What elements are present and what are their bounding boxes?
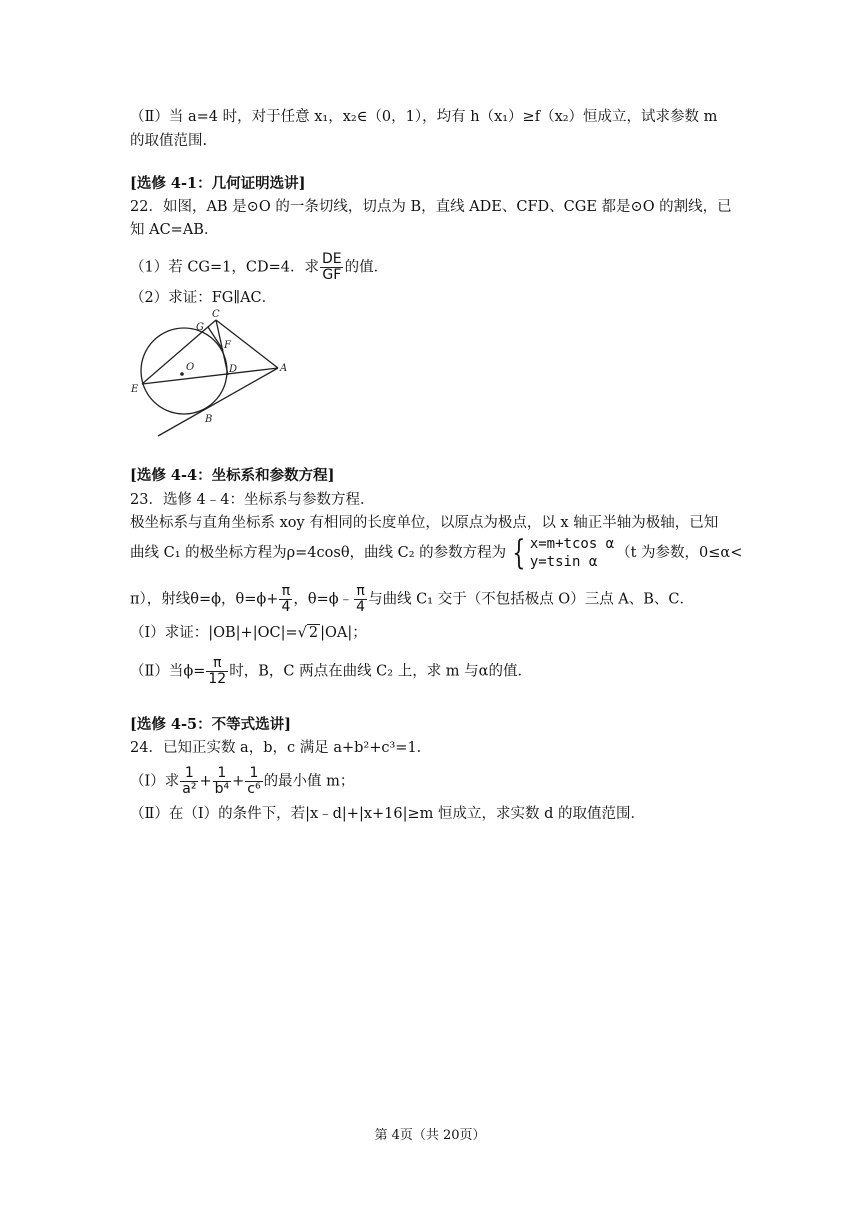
center-point [180,372,184,376]
page-footer: 第 4页（共 20页） [374,1128,486,1143]
fraction-1-b4 [213,766,232,797]
q23-part2-suffix: 时，B，C 两点在曲线 C₂ 上，求 m 与α的值． [229,663,532,680]
frac-num: π [356,583,365,599]
frac-den: 4 [281,599,291,615]
q24-part1 [130,766,354,797]
q23-part1-prefix: （I）求证： [130,625,209,641]
q22-part1 [130,252,388,283]
line-ea [142,368,278,384]
q22-line2: 知 AC=AB． [130,222,219,238]
q23-line3 [130,535,742,571]
q24-part1-suffix: 的最小值 m； [263,773,355,790]
plus-sign: + [232,773,245,790]
fraction-1-c6 [245,766,262,797]
sqrt-symbol: √ [297,625,307,641]
line-gf [208,327,223,350]
q24-part1-prefix: （Ⅰ）求 [130,773,180,790]
frac-num: π [281,583,291,599]
line-ab-tangent [158,368,278,436]
q23-part2-prefix: （Ⅱ）当ϕ= [130,663,206,680]
frac-num: DE [321,251,342,267]
section-header-4-5: [选修 4-5：不等式选讲] [130,716,291,733]
q24-line1: 24．已知正实数 a，b，c 满足 a+b²+c³=1． [130,740,432,756]
sqrt-radicand: 2 [308,625,319,641]
q23-line3-suffix: （t 为参数，0≤α< [616,545,743,561]
q23-line4-c: 与曲线 C₁ 交于（不包括极点 O）三点 A、B、C． [368,591,695,608]
parametric-system [508,535,614,571]
q21-part2-line2: 的取值范围. [130,133,208,149]
frac-den: 4 [356,599,366,615]
label-f: F [224,340,231,351]
frac-num: 1 [184,765,194,781]
fraction-pi-12 [206,656,228,687]
q23-part2 [130,656,532,687]
line-ec [142,320,216,384]
fraction-pi-4-a [279,584,292,615]
section-header-4-4: [选修 4-4：坐标系和参数方程] [130,467,335,484]
frac-den: 12 [208,671,227,687]
label-d: D [229,364,238,375]
q23-line3-prefix: 曲线 C₁ 的极坐标方程为ρ=4cosθ，曲线 C₂ 的参数方程为 [130,545,507,561]
q22-part1-prefix: （1）若 CG=1，CD=4．求 [130,259,319,276]
plus-sign: + [199,773,212,790]
q24-part2: （Ⅱ）在（Ⅰ）的条件下，若|x﹣d|+|x+16|≥m 恒成立，求实数 d 的取值范围． [130,806,646,822]
frac-den: c⁶ [247,781,261,797]
fraction-de-gf [320,252,344,283]
frac-den: b⁴ [214,781,230,797]
fraction-1-a2 [180,766,198,797]
q23-part1 [130,622,367,644]
frac-den: a² [182,781,197,797]
label-c: C [212,309,220,320]
sys-row-2: y=tsin α [529,554,598,570]
q22-line1: 22．如图，AB 是⊙O 的一条切线，切点为 B，直线 ADE、CFD、CGE 都是⊙O 的割线，已 [130,199,732,215]
sys-row-1: x=m+tcos α [529,536,615,552]
q23-line2: 极坐标系与直角坐标系 xoy 有相同的长度单位，以原点为极点，以 x 轴正半轴为极轴，已知 [130,515,719,531]
circle-o [141,328,227,414]
label-b: B [205,414,213,425]
label-o: O [186,362,195,373]
q23-part1-abs2: |OA|； [320,625,367,641]
q22-part1-suffix: 的值． [344,259,389,276]
q23-part1-abs1: |OB|+|OC|= [208,625,298,641]
frac-num: 1 [217,765,227,781]
section-header-4-1: [选修 4-1：几何证明选讲] [130,175,306,192]
frac-den: GF [322,267,342,283]
frac-num: π [213,655,222,671]
label-e: E [131,384,139,395]
q21-part2-line1: （Ⅱ）当 a=4 时，对于任意 x₁，x₂∈（0，1），均有 h（x₁）≥f（x₂）恒成立，试求参数 m [130,109,718,125]
label-g: G [196,322,204,333]
q23-line4-b: ，θ=ϕ﹣ [293,591,354,608]
label-a: A [280,363,288,374]
q23-line1: 23．选修 4﹣4：坐标系与参数方程． [130,492,375,508]
frac-num: 1 [249,765,259,781]
fraction-pi-4-b [354,584,367,615]
q23-line4-a: π），射线θ=ϕ，θ=ϕ+ [130,591,279,608]
geometry-figure [128,308,298,438]
q22-part2: （2）求证：FG∥AC． [130,290,277,306]
q23-line4 [130,584,694,615]
left-brace: { [512,533,526,573]
